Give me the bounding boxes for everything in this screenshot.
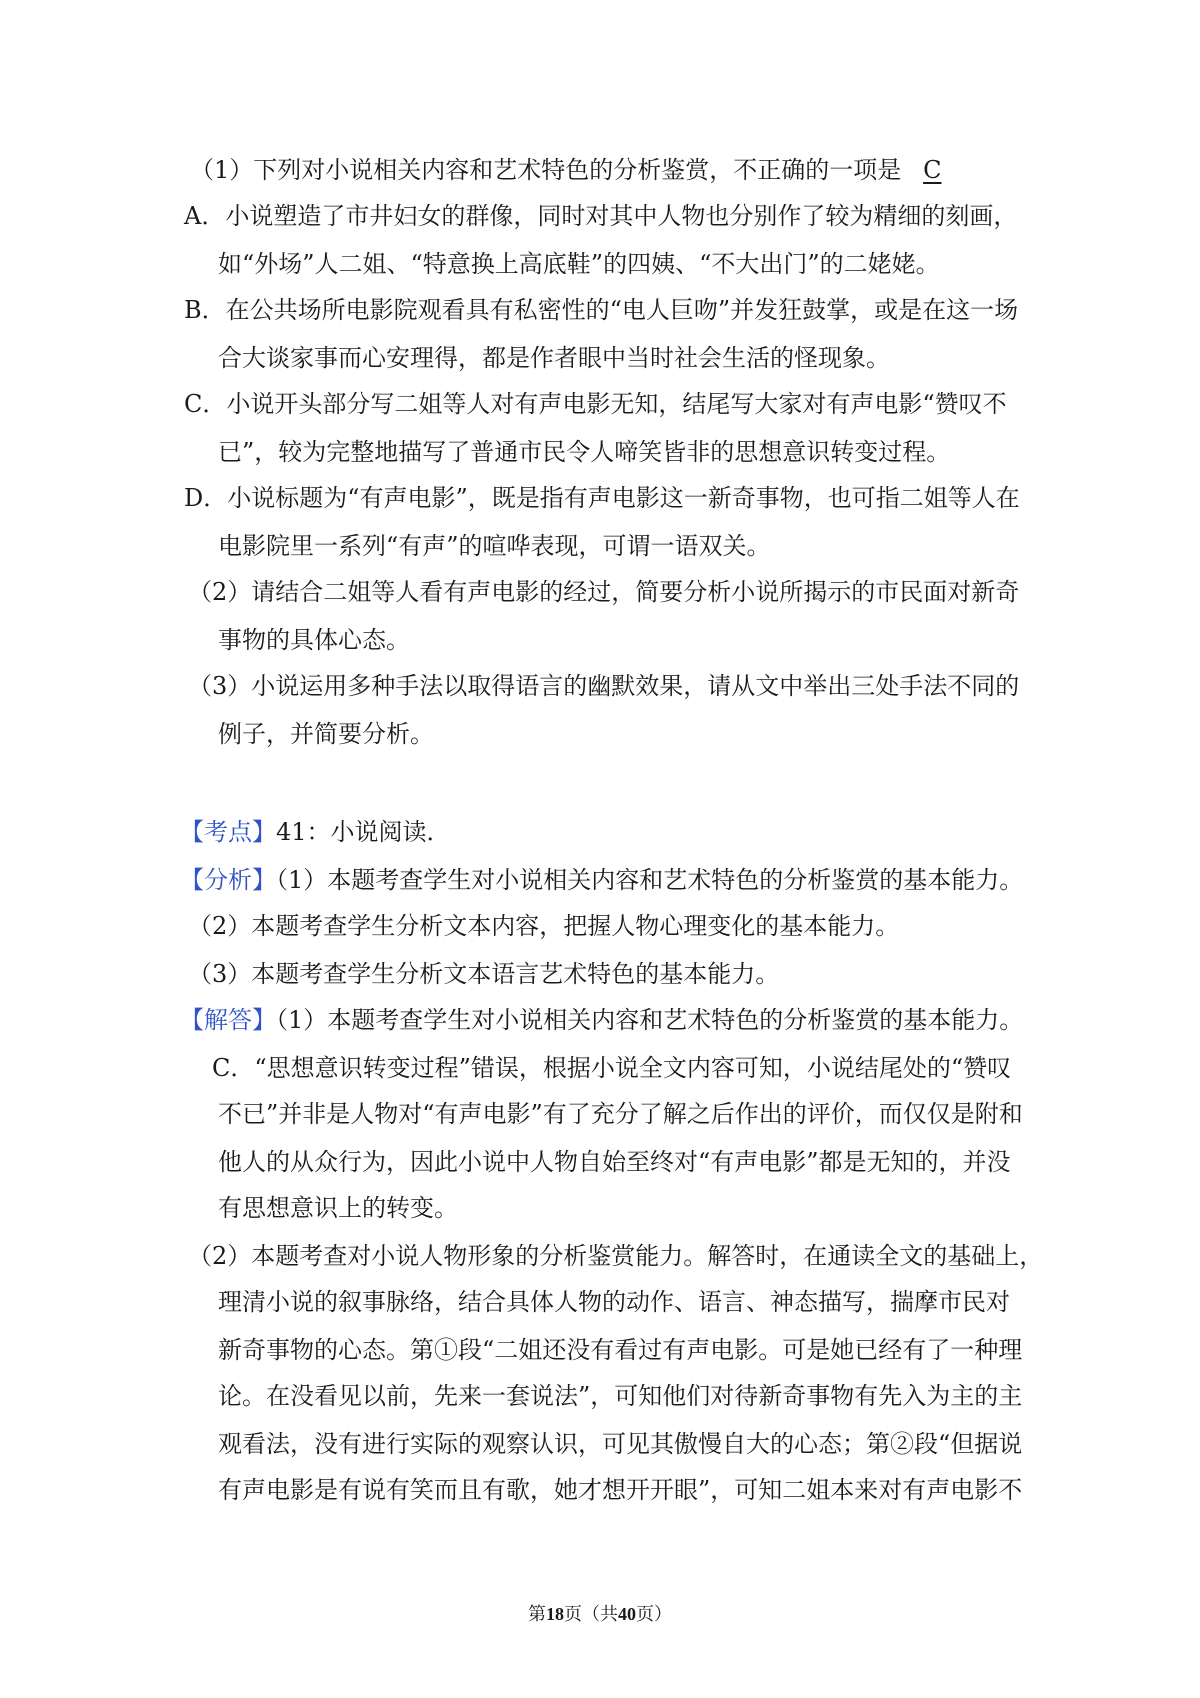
question-3-line-2: 例子，并简要分析。 (218, 720, 434, 748)
footer-page-number: 18 (546, 1604, 564, 1624)
jieda-line-2: C．“思想意识转变过程”错误，根据小说全文内容可知，小说结尾处的“赞叹 (212, 1054, 1012, 1082)
jieda-line-10: 观看法，没有进行实际的观察认识，可见其傲慢自大的心态；第②段“但据说 (218, 1430, 1023, 1458)
option-a-line-1: A．小说塑造了市井妇女的群像，同时对其中人物也分别作了较为精细的刻画， (184, 202, 1018, 230)
fenxi-tag: 【分析】 (180, 866, 276, 894)
question-1 (190, 154, 963, 186)
question-1-text: （1）下列对小说相关内容和艺术特色的分析鉴赏，不正确的一项是 (190, 156, 902, 184)
fenxi-line-1: （1）本题考查学生对小说相关内容和艺术特色的分析鉴赏的基本能力。 (276, 866, 1024, 894)
question-2-line-2: 事物的具体心态。 (218, 626, 410, 654)
option-d-line-1: D．小说标题为“有声电影”，既是指有声电影这一新奇事物，也可指二姐等人在 (184, 484, 1020, 512)
option-b-line-1: B．在公共场所电影院观看具有私密性的“电人巨吻”并发狂鼓掌，或是在这一场 (184, 296, 1019, 324)
jieda-line-11: 有声电影是有说有笑而且有歌，她才想开开眼”，可知二姐本来对有声电影不 (218, 1476, 1023, 1504)
footer-mid: 页（共 (564, 1604, 618, 1625)
footer-pre: 第 (528, 1604, 546, 1625)
jieda-line-6: （2）本题考查对小说人物形象的分析鉴赏能力。解答时，在通读全文的基础上， (188, 1242, 1044, 1270)
jieda-tag: 【解答】 (180, 1006, 276, 1034)
option-b-line-2: 合大谈家事而心安理得，都是作者眼中当时社会生活的怪现象。 (218, 344, 890, 372)
jieda-line-9: 论。在没看见以前，先来一套说法”，可知他们对待新奇事物有先入为主的主 (218, 1382, 1023, 1410)
jieda-line-3: 不已”并非是人物对“有声电影”有了充分了解之后作出的评价，而仅仅是附和 (218, 1100, 1023, 1128)
jieda-line-4: 他人的从众行为，因此小说中人物自始至终对“有声电影”都是无知的，并没 (218, 1148, 1011, 1176)
jieda-line-8: 新奇事物的心态。第①段“二姐还没有看过有声电影。可是她已经有了一种理 (218, 1336, 1023, 1364)
option-a-line-2: 如“外场”人二姐、“特意换上高底鞋”的四姨、“不大出门”的二姥姥。 (218, 250, 940, 278)
option-c-line-1: C．小说开头部分写二姐等人对有声电影无知，结尾写大家对有声电影“赞叹不 (184, 390, 1007, 418)
page-footer (0, 1602, 1200, 1627)
jieda-line-7: 理清小说的叙事脉络，结合具体人物的动作、语言、神态描写，揣摩市民对 (218, 1288, 1010, 1316)
jieda-section (180, 1004, 1023, 1036)
footer-post: 页） (636, 1604, 672, 1625)
footer-total-pages: 40 (618, 1604, 636, 1624)
fenxi-line-2: （2）本题考查学生分析文本内容，把握人物心理变化的基本能力。 (188, 912, 900, 940)
jieda-line-1: （1）本题考查学生对小说相关内容和艺术特色的分析鉴赏的基本能力。 (276, 1006, 1024, 1034)
question-3-line-1: （3）小说运用多种手法以取得语言的幽默效果，请从文中举出三处手法不同的 (188, 672, 1020, 700)
fenxi-section (180, 864, 1023, 896)
kaodian-section (180, 816, 451, 848)
jieda-line-5: 有思想意识上的转变。 (218, 1194, 458, 1222)
option-d-line-2: 电影院里一系列“有声”的喧哗表现，可谓一语双关。 (218, 532, 771, 560)
kaodian-text: 41：小说阅读． (276, 818, 451, 846)
question-1-answer: C (923, 156, 942, 184)
fenxi-line-3: （3）本题考查学生分析文本语言艺术特色的基本能力。 (188, 960, 780, 988)
kaodian-tag: 【考点】 (180, 818, 276, 846)
question-2-line-1: （2）请结合二姐等人看有声电影的经过，简要分析小说所揭示的市民面对新奇 (188, 578, 1020, 606)
option-c-line-2: 已”，较为完整地描写了普通市民令人啼笑皆非的思想意识转变过程。 (218, 438, 951, 466)
